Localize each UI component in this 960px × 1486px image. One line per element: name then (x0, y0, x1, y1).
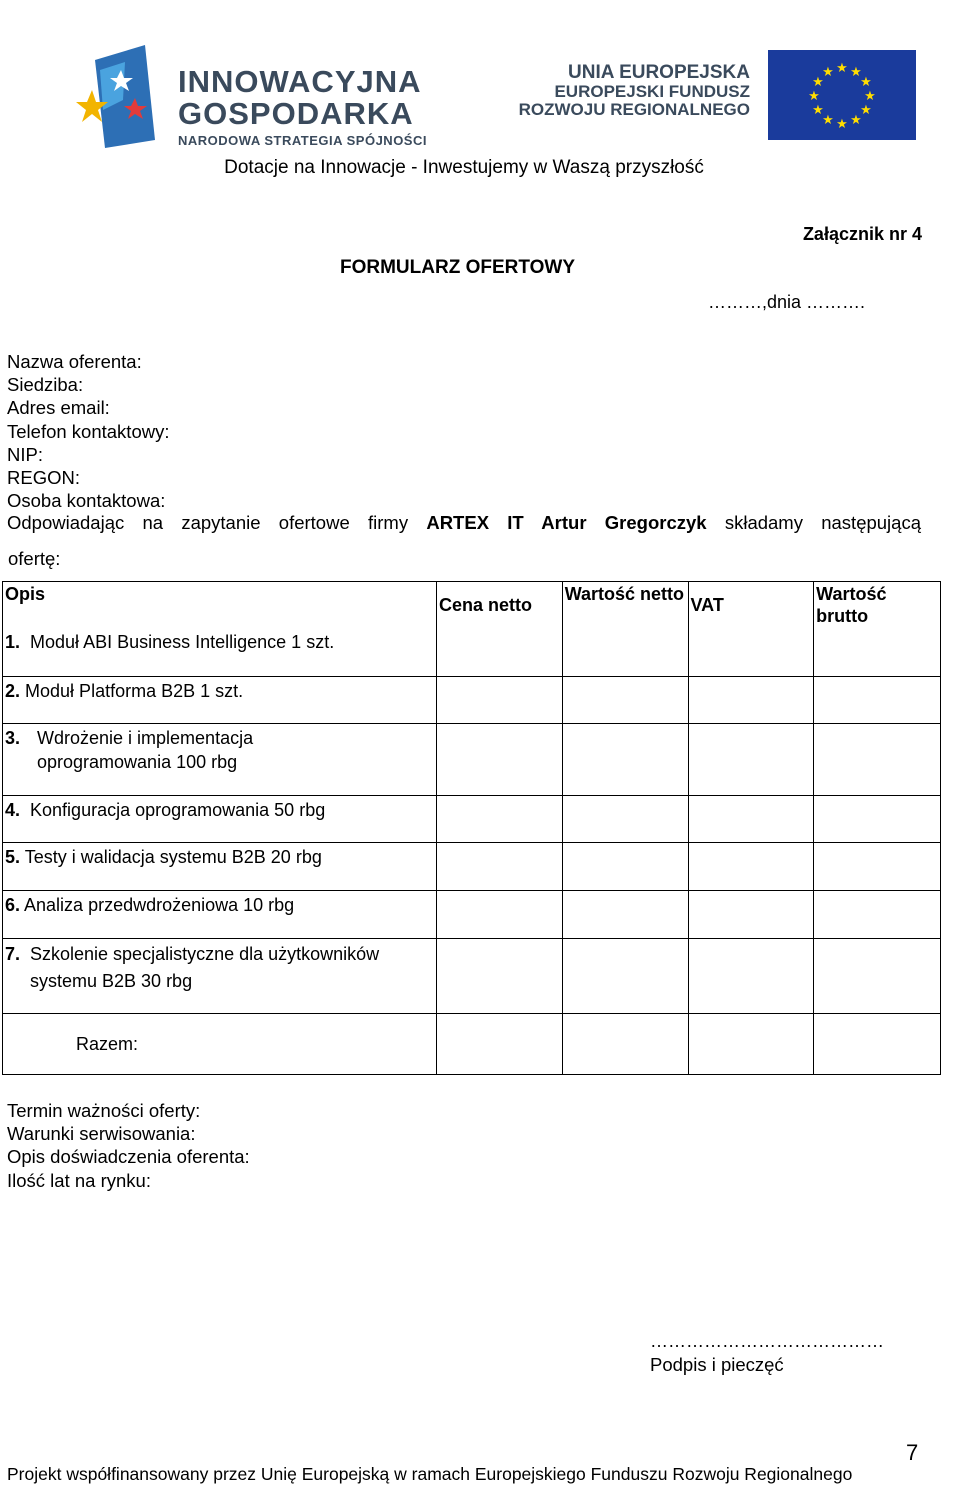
cell-cena (436, 677, 562, 724)
table-item-3 (3, 724, 437, 796)
header-wartosc-netto-cell (562, 582, 688, 677)
header-opis: Opis (5, 584, 46, 604)
item-text: Konfiguracja oprogramowania 50 rbg (30, 800, 326, 820)
eu-logo-line3: ROZWOJU REGIONALNEGO (518, 99, 750, 119)
tagline: Dotacje na Innowacje - Inwestujemy w Waszą przyszłość (224, 157, 704, 178)
svg-text:★: ★ (808, 89, 820, 104)
form-title: FORMULARZ OFERTOWY (340, 257, 576, 278)
field-years: Ilość lat na rynku: (7, 1169, 151, 1191)
intro-line2: ofertę: (8, 548, 61, 569)
offer-table (2, 581, 941, 1075)
svg-text:★: ★ (836, 61, 848, 76)
cell-wartosc-netto (562, 1014, 688, 1075)
item-text: Testy i walidacja systemu B2B 20 rbg (24, 847, 322, 867)
eu-logo-line2: EUROPEJSKI FUNDUSZ (554, 81, 750, 101)
table-row (3, 891, 941, 939)
svg-text:★: ★ (860, 103, 872, 118)
page-number: 7 (906, 1440, 919, 1465)
field-contact: Osoba kontaktowa: (7, 490, 166, 512)
svg-text:★: ★ (822, 113, 834, 128)
signature-dots: ………………………………… (650, 1331, 884, 1351)
cell-wartosc-brutto (814, 724, 941, 796)
cell-wartosc-netto (562, 677, 688, 724)
item-number: 4. (5, 800, 21, 820)
cell-cena (436, 796, 562, 843)
svg-text:★: ★ (812, 103, 824, 118)
item-number: 3. (5, 728, 21, 748)
svg-text:★: ★ (850, 65, 862, 80)
item-number: 5. (5, 847, 21, 867)
field-nip: NIP: (7, 443, 43, 465)
total-label: Razem: (76, 1033, 139, 1054)
cell-cena (436, 724, 562, 796)
header-vat-cell (688, 582, 814, 677)
table-item-2 (3, 677, 437, 724)
eu-flag-icon (768, 50, 916, 140)
attachment-label: Załącznik nr 4 (802, 224, 922, 244)
additional-fields (7, 1099, 250, 1192)
signature-label: Podpis i pieczęć (650, 1354, 784, 1375)
cell-vat (688, 796, 814, 843)
header-cena-cell (436, 582, 562, 677)
svg-text:★: ★ (864, 89, 876, 104)
table-row (3, 939, 941, 1014)
cell-wartosc-brutto (814, 677, 941, 724)
cell-wartosc-brutto (814, 939, 941, 1014)
item-number: 2. (5, 681, 21, 701)
table-row (3, 582, 941, 677)
intro-paragraph (7, 512, 921, 534)
cell-cena (436, 891, 562, 939)
total-cell (3, 1014, 437, 1075)
item-number: 6. (5, 895, 21, 915)
item-text: Analiza przedwdrożeniowa 10 rbg (24, 895, 295, 915)
header-wartosc-netto: Wartość netto (564, 584, 685, 604)
header-cena-netto: Cena netto (438, 594, 532, 615)
svg-text:★: ★ (850, 113, 862, 128)
cell-wartosc-netto (562, 939, 688, 1014)
table-row (3, 843, 941, 891)
cell-wartosc-brutto (814, 796, 941, 843)
cell-wartosc-brutto (814, 1014, 941, 1075)
cell-vat (688, 939, 814, 1014)
table-item-7 (3, 939, 437, 1014)
table-item-5 (3, 843, 437, 891)
date-line: ………,dnia ………. (708, 292, 866, 312)
logo-line1: INNOWACYJNA (178, 64, 422, 99)
cell-vat (688, 1014, 814, 1075)
svg-text:★: ★ (812, 75, 824, 90)
field-seat: Siedziba: (7, 374, 84, 396)
cell-wartosc-brutto (814, 843, 941, 891)
cell-wartosc-netto (562, 724, 688, 796)
header-wartosc-brutto: Wartość brutto (816, 584, 887, 626)
cell-vat (688, 724, 814, 796)
field-service: Warunki serwisowania: (7, 1123, 196, 1145)
cell-wartosc-netto (562, 843, 688, 891)
cell-wartosc-netto (562, 891, 688, 939)
field-validity: Termin ważności oferty: (7, 1100, 201, 1121)
item-number: 1. (5, 632, 21, 652)
header-wartosc-brutto-cell (814, 582, 941, 677)
eu-logo (505, 50, 920, 145)
item-text: Wdrożenie i implementacja oprogramowania 100 rbg (37, 728, 254, 772)
logo-line3: NARODOWA STRATEGIA SPÓJNOŚCI (178, 133, 427, 148)
field-email: Adres email: (7, 397, 110, 419)
field-name: Nazwa oferenta: (7, 351, 142, 372)
cell-vat (688, 891, 814, 939)
header-opis-cell (3, 582, 437, 677)
company-name: ARTEX IT Artur Gregorczyk (426, 512, 707, 533)
intro-after: składamy następującą (706, 512, 921, 533)
svg-text:★: ★ (860, 75, 872, 90)
table-row (3, 796, 941, 843)
table-row (3, 677, 941, 724)
field-phone: Telefon kontaktowy: (7, 420, 170, 442)
table-item-1 (3, 631, 436, 653)
item-text: Moduł Platforma B2B 1 szt. (25, 681, 244, 701)
cell-vat (688, 843, 814, 891)
innowacyjna-gospodarka-logo (75, 40, 455, 150)
field-experience: Opis doświadczenia oferenta: (7, 1146, 250, 1168)
intro-before: Odpowiadając na zapytanie ofertowe firmy (7, 512, 427, 533)
svg-text:★: ★ (822, 65, 834, 80)
item-text: Szkolenie specjalistyczne dla użytkowników systemu B2B 30 rbg (30, 944, 380, 991)
cell-cena (436, 939, 562, 1014)
footer-text: Projekt współfinansowany przez Unię Europejską w ramach Europejskiego Funduszu Rozwoju Regionalnego (7, 1464, 853, 1484)
cell-vat (688, 677, 814, 724)
eu-logo-line1: UNIA EUROPEJSKA (568, 62, 750, 83)
header-vat: VAT (690, 594, 724, 615)
item-text: Moduł ABI Business Intelligence 1 szt. (30, 632, 335, 652)
cell-wartosc-netto (562, 796, 688, 843)
cell-wartosc-brutto (814, 891, 941, 939)
offeror-fields (7, 350, 169, 512)
cell-cena (436, 1014, 562, 1075)
table-item-6 (3, 891, 437, 939)
table-item-4 (3, 796, 437, 843)
stars-emblem-icon (75, 40, 175, 150)
item-number: 7. (5, 944, 21, 964)
svg-text:★: ★ (836, 117, 848, 132)
field-regon: REGON: (7, 467, 80, 489)
table-row (3, 724, 941, 796)
logo-line2: GOSPODARKA (178, 96, 414, 131)
table-row-total (3, 1014, 941, 1075)
cell-cena (436, 843, 562, 891)
